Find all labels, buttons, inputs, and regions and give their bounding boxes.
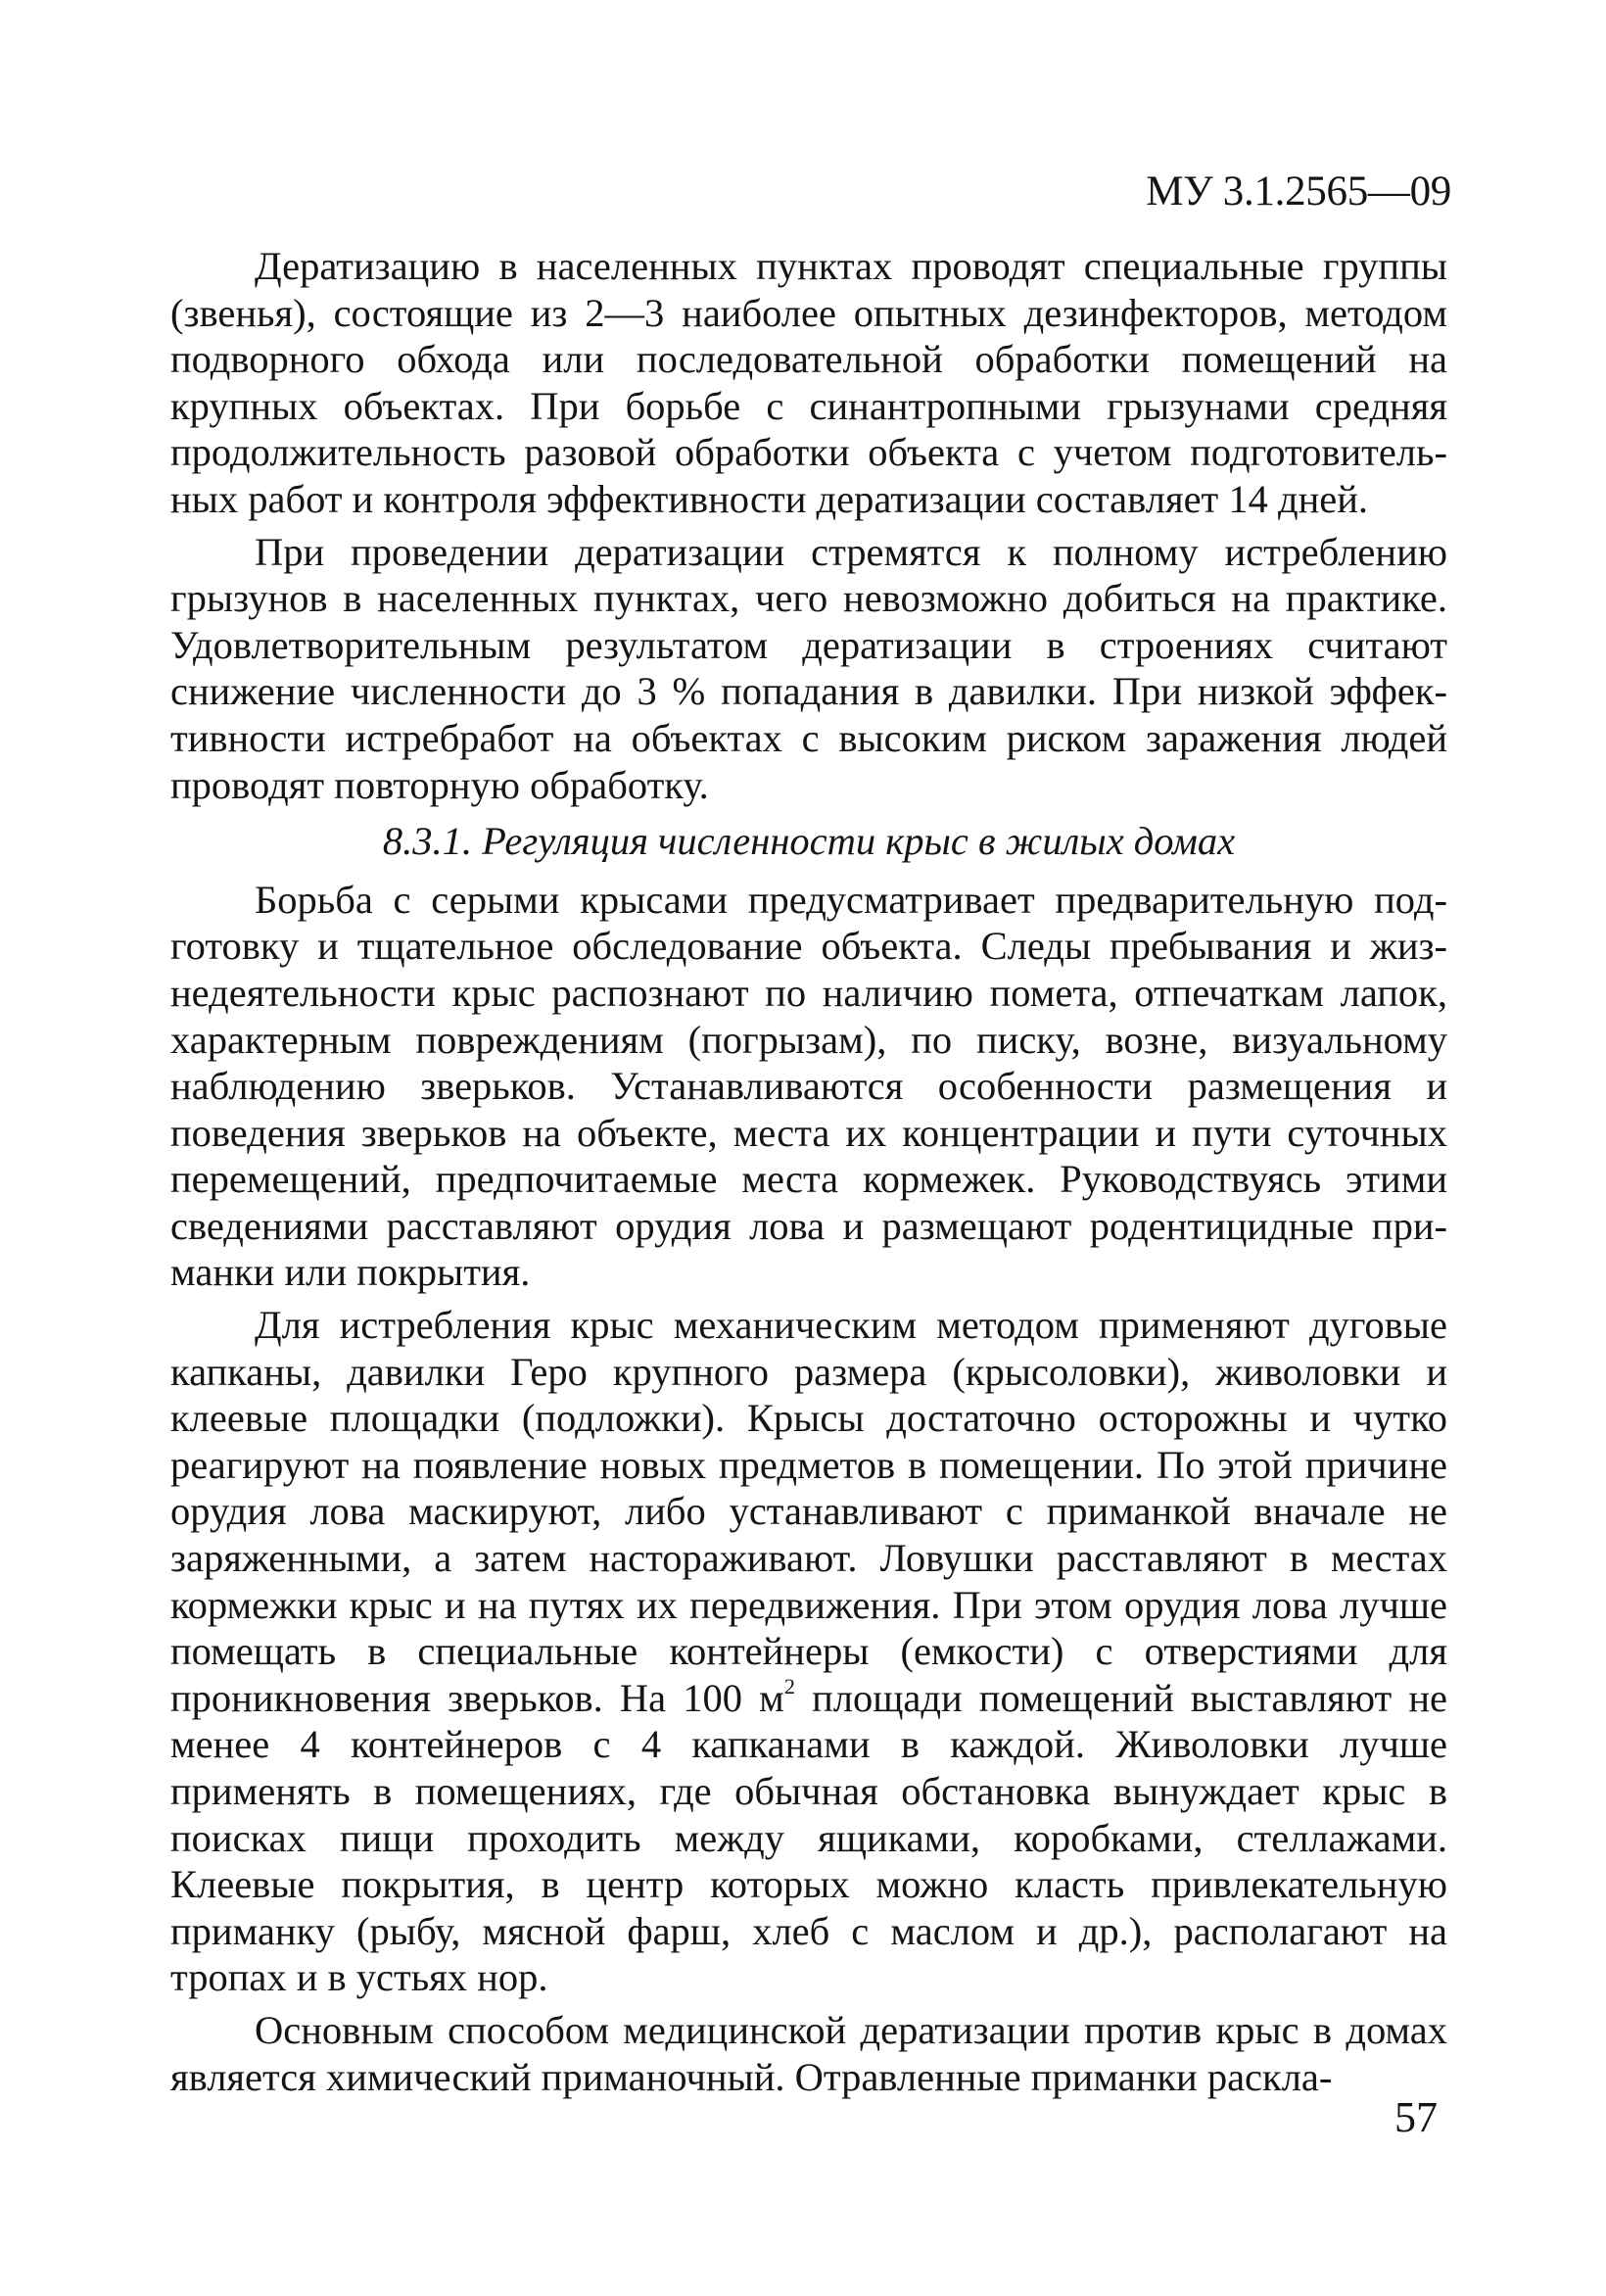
paragraph-mechanical-method-part1: Для истребления крыс механическим методом применяют дуговые капканы, давилки Геро крупного размера (крысоловки), живоловки и клеевые площадки (подложки). Крысы достаточно осторожны и чутко реагируют на появление новых предметов в помещении. По этой причине орудия лова маскируют, либо устанавливают с приманкой вначале не заряженными, а затем настораживают. Ловушки расставляют в местах кормежки крыс и на путях их передвижения. При этом орудия лова лучше помещать в специальные контейнеры (емкости) с отверстиями для проникновения зверьков. На 100 м bbox=[170, 1303, 1447, 1720]
paragraph-rat-survey: Борьба с серыми крысами предусматривает предварительную подготовку и тщательное обследование объекта. Следы пребывания и жизнедеятельности крыс распознают по наличию помета, отпечаткам лапок, характерным повреждениям (погрызам), по писку, возне, визуальному наблюдению зверьков. Устанавливаются особенности размещения и поведения зверьков на объекте, места их концентрации и пути суточных перемещений, предпочитаемые места кормежек. Руководствуясь этими сведениями расставляют орудия лова и размещают родентицидные приманки или покрытия. bbox=[170, 877, 1447, 1295]
paragraph-mechanical-method-part2: площади помещений выставляют не менее 4 контейнеров с 4 капканами в каждой. Живоловки лучше применять в помещениях, где обычная обстановка вынуждает крыс в поисках пищи проходить между ящиками, коробками, стеллажами. Клеевые покрытия, в центр которых можно класть привлекательную приманку (рыбу, мясной фарш, хлеб с маслом и др.), располагают на тропах и в устьях нор. bbox=[170, 1675, 1447, 2000]
document-code-header: МУ 3.1.2565—09 bbox=[1146, 168, 1451, 215]
section-heading: 8.3.1. Регуляция численности крыс в жилых домах bbox=[382, 819, 1236, 864]
paragraph-mechanical-method bbox=[170, 1302, 1447, 2001]
paragraph-chemical-method: Основным способом медицинской дератизации против крыс в домах является химический приманочный. Отравленные приманки раскла- bbox=[170, 2007, 1447, 2099]
page-number: 57 bbox=[1394, 2093, 1438, 2141]
page-body bbox=[170, 243, 1447, 2106]
square-meter-superscript: 2 bbox=[783, 1673, 795, 1698]
paragraph-deratization-groups: Дератизацию в населенных пунктах проводят специальные группы (звенья), состоящие из 2—3 наиболее опытных дезинфекторов, методом подворного обхода или последовательной обработки помещений на крупных объектах. При борьбе с синантропными грызунами средняя продолжительность разовой обработки объекта с учетом подготовительных работ и контроля эффективности дератизации составляет 14 дней. bbox=[170, 244, 1447, 521]
paragraph-deratization-results: При проведении дератизации стремятся к полному истреблению грызунов в населенных пунктах, чего невозможно добиться на практике. Удовлетворительным результатом дератизации в строениях считают снижение численности до 3 % попадания в давилки. При низкой эффективности истребработ на объектах с высоким риском заражения людей проводят повторную обработку. bbox=[170, 529, 1447, 807]
